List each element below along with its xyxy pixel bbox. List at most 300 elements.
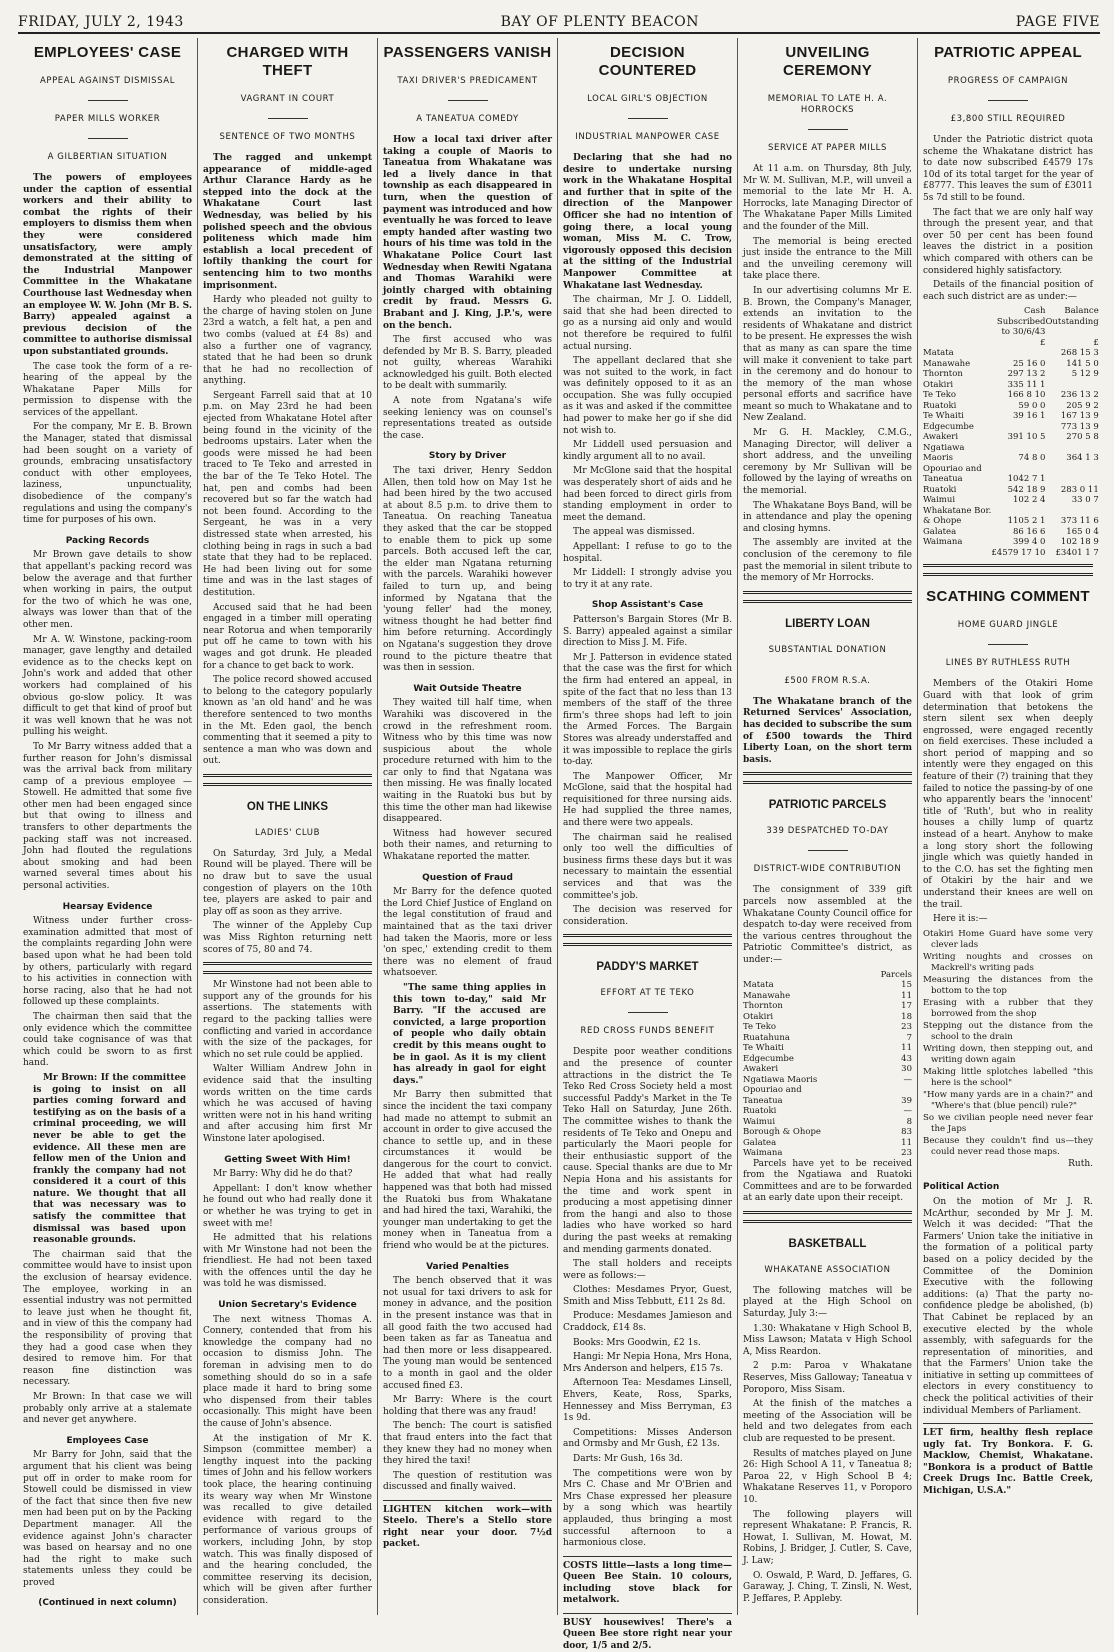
divider [988, 644, 1028, 645]
paragraph: The chairman then said that the only evidence which the committee could take cognisance of was that which could be sworn to as first hand. [23, 1011, 192, 1069]
balance-outstanding: 102 18 9 [1060, 537, 1099, 548]
parcel-centre: Ruatahuna [743, 1032, 790, 1043]
subheading: Question of Fraud [422, 872, 513, 883]
divider [988, 100, 1028, 101]
balance-outstanding [1045, 443, 1098, 454]
paragraph: How a local taxi driver after taking a couple of Maoris to Taneatua from Whakatane was led a lively dance in that township as each disappeared in turn, when the question of payment was introduced and how eventually he was forced to leave empty handed after wasting two hours of his time was told in the Whakatane Police Court last Wednesday when Rewiti Ngatana and Thomas Warahiki were jointly charged with obtaining credit by fraud. Messrs G. Brabant and J. King, J.P.'s, were on the bench. [383, 135, 552, 331]
paragraph: Produce: Mesdames Jamieson and Craddock, £14 8s. [563, 1311, 732, 1334]
continued-note: (Continued in next column) [38, 1598, 177, 1609]
parcel-centre: Matata [743, 980, 774, 990]
ornamental-rule [923, 564, 1093, 576]
parcel-centre: Taneatua [743, 1095, 783, 1106]
paragraph: At 11 a.m. on Thursday, 8th July, Mr W. M. Sullivan, M.P., will unveil a memorial to the late Mr H. A. Horrocks, late Managing Director of The Whakatane Paper Mills Limited and the founder of the Mill. [743, 164, 912, 232]
paragraph: The next witness Thomas A. Connery, contended that from his knowledge the company had no occasion to dismiss John. The foreman in advising men to do something should do so in a safe place made it hard to bring some who dispensed from their tables occasionally. This might have been the cause of John's absence. [203, 1314, 372, 1429]
cash-subscribed [991, 348, 1045, 359]
district: Ngatiawa [923, 442, 965, 453]
paragraph: To Mr Barry witness added that a further reason for John's dismissal was the arrival back from military camp of a previous employee —Stowell. He admitted that some five other men had been engaged since but that owing to illness and transfers to other departments the packing staff was not increased. John had flouted the regulations about smoking and had been warned several times about his personal activities. [23, 741, 192, 892]
balance-outstanding [1045, 474, 1098, 485]
cash-subscribed: 25 16 0 [1013, 358, 1046, 369]
subheading: Getting Sweet With Him! [224, 1154, 351, 1165]
deck: WHAKATANE ASSOCIATION [764, 1264, 891, 1275]
parcel-centre: Waimui [743, 1116, 776, 1127]
paragraph: The Whakatane Boys Band, will be in attendance and play the opening and closing hymns. [743, 500, 912, 534]
table-row [743, 1075, 912, 1086]
deck: TAXI DRIVER'S PREDICAMENT [397, 76, 538, 86]
table-row [743, 1138, 912, 1149]
advertisement: BUSY housewives! There's a Queen Bee store right near your door, 1/5 and 2/5. [563, 1613, 732, 1652]
cash-subscribed: 335 11 1 [1007, 379, 1046, 390]
balance-outstanding: 167 13 9 [1060, 411, 1099, 422]
table-row [923, 527, 1099, 538]
parcel-count: 8 [906, 1116, 912, 1127]
parcel-count: — [903, 1074, 912, 1085]
district: Awakeri [923, 432, 959, 443]
paragraph: Mr Barry for the defence quoted the Lord Chief Justice of England on the legal constitution of fraud and maintained that as the taxi driver had taken the Maoris, more or less 'on spec,' extending credit to them there was no element of fraud whatsoever. [383, 887, 552, 979]
paragraph: Mr A. W. Winstone, packing-room manager, gave lengthy and detailed evidence as to the checks kept on John's work and added that other workers had complained of his obvious go-slow policy. It was difficult to get that kind of proof but it was well known that he was not pulling his weight. [23, 634, 192, 738]
cash-subscribed: 391 10 5 [1007, 432, 1046, 443]
deck: APPEAL AGAINST DISMISSAL [39, 76, 176, 86]
district: Ruatoki [923, 400, 957, 411]
column-charged-with-theft [198, 38, 378, 1615]
ornamental-rule [563, 934, 732, 946]
table-header: Outstanding [1045, 316, 1099, 327]
table-row [743, 1127, 912, 1138]
table-header: Parcels [880, 969, 912, 980]
table-row [923, 506, 1099, 517]
district: Opouriao and [923, 463, 982, 474]
balance-outstanding: 165 0 4 [1066, 526, 1099, 537]
ornamental-rule [203, 774, 372, 786]
deck: EFFORT AT TE TEKO [600, 988, 695, 999]
paragraph: The appellant declared that she was not suited to the work, in fact was definitely opposed to it as an occupation. She was fully occupied as it was and asked if the committee had power to make her go if she did not wish to. [563, 356, 732, 436]
paragraph: Books: Mrs Goodwin, £2 1s. [573, 1337, 701, 1348]
balance-outstanding [1045, 380, 1098, 391]
parcel-centre: Borough & Ohope [743, 1127, 821, 1137]
deck: LINES BY RUTHLESS RUTH [945, 658, 1071, 669]
district: Waimana [923, 537, 963, 548]
newspaper-columns [18, 38, 1100, 1651]
paragraph: For the company, Mr E. B. Brown the Manager, stated that dismissal had been sought on a variety of grounds, embracing unsatisfactory conduct with other employees, laziness, unpunctuality, disobedience of the company's regulations and using the company's time for purposes of his own. [23, 422, 192, 526]
paragraph: The ragged and unkempt appearance of middle-aged Arthur Clarance Hardy as he stepped into the dock at the Whakatane Court last Wednesday, was belied by his polished speech and the obvious politeness which made him establish a local precedent of loftily thanking the court for sentencing him to two months imprisonment. [203, 153, 372, 291]
paragraph: The bench observed that it was not usual for taxi drivers to ask for money in advance, and the position in the present instance was that in all good faith the two accused had been taken as far as Taneatua and had then more or less disappeared. The young man would be sentenced to a month in gaol and the older accused fined £3. [383, 1276, 552, 1391]
deck: SERVICE AT PAPER MILLS [768, 143, 887, 153]
column-decision-countered [558, 38, 738, 1651]
district: Waimui [923, 495, 956, 506]
balance-outstanding: 270 5 8 [1066, 432, 1099, 443]
table-row [743, 1064, 912, 1075]
table-row [743, 1033, 912, 1044]
table-row [743, 1117, 912, 1128]
table-header: £ [1093, 337, 1099, 348]
deck: VAGRANT IN COURT [240, 94, 335, 104]
paragraph: The case took the form of a re-hearing of the appeal by the Whakatane Paper Mills for permission to dispense with the services of the appellant. [23, 361, 192, 418]
paragraph: Competitions: Misses Anderson and Ormsby and Mr Gush, £2 13s. [563, 1427, 732, 1450]
parcel-centre: Opouriao and [743, 1085, 802, 1095]
balance-outstanding: 364 1 3 [1066, 453, 1099, 464]
balance-outstanding: 205 9 2 [1066, 400, 1099, 411]
paragraph: The police record showed accused to belong to the category popularly known as 'an old hand' and he was therefore sentenced to two months in the Mt. Eden gaol, the bench commenting that it seemed a pity to sentence a man who was down and out. [203, 675, 372, 767]
paragraph: 2 p.m: Paroa v Whakatane Reserves, Miss Galloway; Taneatua v Poroporo, Miss Sisam. [743, 1361, 912, 1395]
deck: LADIES' CLUB [254, 827, 321, 838]
deck: PAPER MILLS WORKER [54, 114, 161, 124]
parcel-centre: Edgecumbe [743, 1053, 794, 1064]
divider [808, 129, 848, 130]
paragraph: Mr Brown: In that case we will probably only arrive at a stalemate and never get anywhere. [23, 1391, 192, 1426]
divider [628, 1012, 668, 1013]
headline: EMPLOYEES' CASE [33, 44, 182, 61]
parcel-centre: Galatea [743, 1137, 777, 1148]
table-header: to 30/6/43 [1001, 327, 1046, 338]
deck: A TANEATUA COMEDY [416, 114, 519, 124]
headline: LIBERTY LOAN [785, 617, 870, 630]
divider [88, 138, 128, 139]
appeal-table [923, 306, 1099, 558]
ornamental-rule [743, 772, 912, 784]
table-header: Balance [1064, 306, 1099, 317]
balance-outstanding [1045, 506, 1098, 517]
parcel-count: 11 [901, 1137, 912, 1148]
paragraph: O. Oswald, P. Ward, D. Jeffares, G. Garaway, J. Ching, T. Zinsli, N. West, P. Jeffares, P. Appleby. [743, 1570, 912, 1604]
paragraph: Appellant: I don't know whether he found out who had really done it or whether he was trying to get in sweet with me! [203, 1183, 372, 1229]
verse-line: "How many yards are in a chain?" and "Where's that (blue pencil) rule?" [923, 1089, 1093, 1111]
balance-outstanding: 5 12 9 [1071, 369, 1099, 380]
parcel-centre: Te Whaiti [743, 1043, 784, 1053]
masthead [18, 10, 1100, 34]
paragraph: Mr Brown gave details to show that appellant's packing record was below the average and that further when working in pairs, the output for the two of which he was one, always was lower than that of the other men. [23, 550, 192, 630]
table-row [923, 485, 1099, 496]
table-row [743, 991, 912, 1002]
advertisement: COSTS little—lasts a long time—Queen Bee Stain. 10 colours, including stove black for metalwork. [563, 1556, 732, 1607]
paragraph: The Whakatane branch of the Returned Services' Association, has decided to subscribe the sum of £500 towards the Third Liberty Loan, on the short term basis. [743, 696, 912, 765]
signature: Ruth. [1068, 1158, 1093, 1169]
paragraph: Declaring that she had no desire to undertake nursing work in the Whakatane Hospital and further that in spite of the direction of the Manpower Officer she had no intention of going there, a local young woman, Miss M. C. Trow, vigorously opposed this decision at the sitting of the Industrial Manpower Committee at Whakatane last Wednesday. [563, 153, 732, 291]
cash-subscribed: 399 4 0 [1013, 537, 1046, 548]
ornamental-rule [743, 591, 912, 603]
balance-outstanding: 33 0 7 [1071, 495, 1099, 506]
divider [88, 100, 128, 101]
district: & Ohope [923, 516, 962, 527]
table-row [743, 1054, 912, 1065]
district: Thornton [923, 369, 963, 380]
paragraph: Darts: Mr Gush, 16s 3d. [573, 1454, 683, 1464]
paragraph: The following matches will be played at the High School on Saturday, July 3:— [743, 1285, 912, 1320]
headline: BASKETBALL [788, 1237, 867, 1250]
cash-subscribed: 297 13 2 [1007, 369, 1046, 380]
cash-subscribed: 74 8 0 [1018, 453, 1046, 464]
parcel-count [864, 1085, 912, 1096]
paragraph: Walter William Andrew John in evidence said that the insulting words written on the time cards which he was accused of having written were not in his hand writing and after accusing him first Mr Winstone later apologised. [203, 1064, 372, 1144]
paragraph: Mr J. Patterson in evidence stated that the case was the first for which the firm had entered an appeal, in spite of the fact that no less than 13 members of the staff of the three firm's three shops had left to join the Armed Forces. The Bargain Stores was already understaffed and it was impossible to replace the girls to-day. [563, 652, 732, 768]
paragraph: The chairman said that the committee would have to insist upon the exclusion of hearsay evidence. The employee, working in an essential industry was not permitted to leave just when he thought fit, and in view of this the company had the responsibility of proving that they had a good case when they desired to remove him. For that reason fine distinction was necessary. [23, 1249, 192, 1388]
paragraph: Details of the financial position of each such district are as under:— [923, 280, 1093, 302]
district: Whakatane Bor. [923, 505, 992, 516]
table-row [923, 348, 1099, 359]
parcel-count: 23 [901, 1022, 912, 1032]
paragraph: Patterson's Bargain Stores (Mr B. S. Barry) appealed against a similar direction to Miss J. M. Fife. [563, 614, 732, 649]
paragraph: The winner of the Appleby Cup was Miss Righton returning nett scores of 75, 80 and 74. [203, 921, 372, 955]
district: Manawahe [923, 358, 971, 369]
paragraph: The consignment of 339 gift parcels now assembled at the Whakatane County Council office for despatch to-day were received from the various centres throughout the Patriotic Committee's district, as under:— [743, 885, 912, 965]
verse-line: Writing noughts and crosses on Mackrell's writing pads [923, 951, 1093, 973]
paper-title: BAY OF PLENTY BEACON [500, 14, 700, 30]
paragraph: The appeal was dismissed. [573, 527, 695, 538]
paragraph: At the finish of the matches a meeting of the Association will be held and two delegates from each club are requested to be present. [743, 1399, 912, 1444]
page-number: PAGE FIVE [1015, 14, 1100, 30]
balance-outstanding: 773 13 9 [1060, 421, 1099, 432]
paragraph: Appellant: I refuse to go to the hospital. [563, 542, 732, 564]
paragraph: Despite poor weather conditions and the presence of counter attractions in the district the Te Teko Red Cross Society held a most successful Paddy's Market in the Te Teko Hall on Saturday, June 26th. The committee wishes to thank the residents of Te Teko and Onepu and particularly the Maori people for their enthusiastic support of the cause. Special thanks are due to Mr Nepia Hona and his assistants for the time and work spent in producing a most appetising dinner from the hangi and also to those ladies who have worked so hard during the past weeks at remaking and mending garments donated. [563, 1047, 732, 1255]
headline: UNVEILING CEREMONY [782, 44, 873, 79]
paragraph: The decision was reserved for consideration. [563, 905, 732, 927]
ornamental-rule [203, 962, 372, 974]
deck: RED CROSS FUNDS BENEFIT [580, 1026, 715, 1037]
paragraph: Mr Winstone had not been able to support any of the grounds for his assertions. The statements with regard to the packing tallies were conflicting and varied in accordance with the size of the packages, for which no set rule could be applied. [203, 980, 372, 1060]
parcel-centre: Awakeri [743, 1064, 779, 1074]
deck: MEMORIAL TO LATE H. A. HORROCKS [767, 94, 888, 115]
cash-subscribed: 542 18 9 [1007, 484, 1046, 495]
paragraph: Mr McGlone said that the hospital was desperately short of aids and he had been forced to direct girls from standing employment in order to meet the demand. [563, 466, 732, 523]
paragraph: Witness had however secured both their names, and returning to Whakatane reported the matter. [383, 828, 552, 863]
cash-subscribed: 39 16 1 [1013, 411, 1046, 422]
headline: DECISION COUNTERED [598, 44, 697, 79]
paragraph: The bench: The court is satisfied that fraud enters into the fact that they knew they had no money when they hired the taxi! [383, 1421, 552, 1467]
district: Edgecumbe [923, 421, 974, 432]
deck: HOME GUARD JINGLE [957, 620, 1059, 631]
subheading: Employees Case [66, 1435, 149, 1446]
quoted-paragraph: "The same thing applies in this town to-day," said Mr Barry. "If the accused are convicted, a large proportion of people who daily obtain credit by this means ought to be in gaol. As it is my client has already in gaol for eight days." [393, 982, 546, 1086]
headline: SCATHING COMMENT [926, 588, 1090, 606]
parcel-count: 7 [906, 1032, 912, 1043]
parcel-count: — [903, 1106, 912, 1116]
table-row [923, 474, 1099, 485]
table-row [743, 1012, 912, 1023]
divider [268, 118, 308, 119]
paragraph: The stall holders and receipts were as follows:— [563, 1259, 732, 1281]
paragraph: Parcels have yet to be received from the Ngatiawa and Ruatoki Committees and are to be forwarded at an early date upon their receipt. [743, 1158, 912, 1204]
ornamental-rule [743, 1211, 912, 1223]
paragraph: The memorial is being erected just inside the entrance to the Mill and the unveiling ceremony will take place there. [743, 236, 912, 282]
paragraph: Accused said that he had been engaged in a timber mill operating near Rotorua and when temporarily put off he came to town with his wages and got drunk. He pleaded for a chance to get back to work. [203, 602, 372, 671]
table-row [743, 980, 912, 991]
subheading: Varied Penalties [426, 1261, 509, 1272]
paragraph: Mr Liddell: I strongly advise you to try it at any rate. [563, 568, 732, 590]
parcel-centre: Manawahe [743, 990, 791, 1001]
table-row [923, 359, 1099, 370]
district: Maoris [923, 453, 954, 464]
parcel-count: 18 [901, 1011, 912, 1022]
cash-subscribed [991, 506, 1045, 517]
subheading: Shop Assistant's Case [591, 600, 704, 611]
headline: PADDY'S MARKET [596, 961, 699, 974]
paragraph: A note from Ngatana's wife seeking leniency was on counsel's representations treated as outside the case. [383, 396, 552, 441]
balance-outstanding: 268 15 3 [1060, 348, 1099, 359]
parcel-centre: Otakiri [743, 1011, 774, 1022]
verse-line: Because they couldn't find us—they could never read those maps. [923, 1135, 1093, 1157]
table-row [923, 548, 1099, 559]
verse-line: So we civilian people need never fear the Japs [923, 1112, 1093, 1134]
cash-subscribed [991, 464, 1045, 475]
headline: PATRIOTIC APPEAL [934, 44, 1082, 61]
district: Matata [923, 348, 954, 359]
deck: LOCAL GIRL'S OBJECTION [587, 94, 708, 104]
verse-line: Otakiri Home Guard have some very clever lads [923, 928, 1093, 950]
subheading: Union Secretary's Evidence [218, 1300, 357, 1311]
verse-line: Measuring the distances from the bottom to the top [923, 974, 1093, 996]
table-row [743, 1043, 912, 1054]
jingle-verse [923, 929, 1093, 1158]
table-row [923, 495, 1099, 506]
paragraph: The taxi driver, Henry Seddon Allen, then told how on May 1st he had been hired by the two accused at about 8.5 p.m. to drive them to Taneatua. On reaching Taneatua they asked that the car be stopped to enable them to pick up some parcels. Both accused left the car, the elder man Ngatana returning with the parcels. Warahiki however failed to turn up, and being informed by Ngatana that the 'young feller' had the money, witness thought he had better find him before returning. Accordingly on Ngatana's suggestion they drove round to the picture theatre that was then in session. [383, 466, 552, 674]
subheading: Hearsay Evidence [62, 901, 153, 912]
deck: £500 FROM R.S.A. [784, 675, 871, 686]
subheading: Packing Records [65, 535, 150, 546]
district: Galatea [923, 526, 957, 537]
cash-subscribed: 1042 7 1 [1007, 474, 1046, 485]
cash-subscribed [991, 422, 1045, 433]
paragraph: Witness under further cross-examination admitted that most of the complaints regarding John were based upon what he had been told by others, particularly with regard to his activities in connection with horse racing, also that he had not followed up these complaints. [23, 916, 192, 1008]
verse-line: Stepping out the distance from the school to the drain [923, 1020, 1093, 1042]
deck: £3,800 STILL REQUIRED [950, 114, 1066, 124]
parcel-count: 30 [901, 1064, 912, 1074]
parcel-count: 23 [901, 1148, 912, 1158]
paragraph: At the instigation of Mr K. Simpson (committee member) a lengthy inquest into the packing times of John and his fellow workers took place, the hearing continuing its weary way when Mr Winstone was recalled to give detailed evidence with regard to the performance of various groups of workers, including John, by stop watch. This was finally disposed of and the hearing concluded, the committee reserving its decision, which will be given after further consideration. [203, 1433, 372, 1606]
deck: SUBSTANTIAL DONATION [768, 644, 887, 655]
paragraph: Members of the Otakiri Home Guard with that look of grim determination that betokens the stern silent sex when deeply engrossed, were engaged recently on field exercises. These included a short period of mapping and so intently were they engaged on this feature of their (?) training that they failed to notice the passing-by of one who apparently bears the 'innocent' title of 'Ruth', but who in reality houses a chilly lump of quartz instead of a heart. Anyhow to make a long story short the following jingle which was quietly handed in to the C.O. has set the fighting men of Otakiri by the hair and we understand their knees are well on the trail. [923, 679, 1093, 910]
parcels-table [743, 970, 912, 1159]
paragraph: The chairman, Mr J. O. Liddell, said that she had been directed to go as a nursing aid only and would not therefore be required to fulfil actual nursing. [563, 295, 732, 352]
table-row [923, 369, 1099, 380]
table-row [923, 516, 1099, 527]
table-row [743, 1148, 912, 1159]
table-row [923, 422, 1099, 433]
table-row [743, 1106, 912, 1117]
issue-date: FRIDAY, JULY 2, 1943 [18, 14, 184, 30]
paragraph: Mr G. H. Mackley, C.M.G., Managing Director, will deliver a short address, and the unveiling ceremony by Mr Sullivan will be followed by the laying of wreaths on the memorial. [743, 428, 912, 497]
headline: PASSENGERS VANISH [383, 44, 552, 61]
paragraph: 1.30: Whakatane v High School B, Miss Lawson; Matata v High School A, Miss Reardon. [743, 1323, 912, 1357]
district: Ruatoki [923, 484, 957, 495]
district: Te Whaiti [923, 411, 964, 422]
parcel-centre: Ruatoki [743, 1106, 777, 1116]
parcel-centre: Thornton [743, 1001, 783, 1011]
paragraph: The powers of employees under the caption of essential workers and their ability to combat the rights of their employers to dismiss them when they were considered unsatisfactory, were amply demonstrated at the sitting of the Industrial Manpower Committee in the Whakatane Courthouse last Wednesday when an employee W. W. John (Mr B. S. Barry) appealed against a previous decision of the committee to authorise dismissal upon substantiated grounds. [23, 173, 193, 357]
paragraph: Hangi: Mr Nepia Hona, Mrs Hona, Mrs Anderson and helpers, £15 7s. [563, 1352, 732, 1374]
paragraph: Results of matches played on June 26: High School A 11, v Taneatua 8; Paroa 22, v High School B 4; Whakatane Reserves 11, v Poroporo 10. [743, 1448, 912, 1505]
advertisement: LIGHTEN kitchen work—with Steelo. There's a Stello store right near your door. 7½d packet. [383, 1500, 552, 1551]
parcel-count: 11 [901, 1043, 912, 1053]
table-row [923, 411, 1099, 422]
deck: PROGRESS OF CAMPAIGN [947, 76, 1069, 86]
headline: ON THE LINKS [246, 800, 329, 813]
table-row [743, 1085, 912, 1096]
cash-subscribed: 1105 2 1 [1007, 516, 1046, 527]
advertisement: LET firm, healthy flesh replace ugly fat. Try Bonkora. F. G. Macklow, Chemist, Whakatane. "Bonkora is a product of Battle Creek Drugs Inc. Battle Creek, Michigan, U.S.A." [923, 1423, 1093, 1497]
deck: DISTRICT-WIDE CONTRIBUTION [753, 864, 902, 875]
headline: PATRIOTIC PARCELS [768, 799, 887, 812]
cash-subscribed: £4579 17 10 [991, 547, 1046, 558]
district: Taneatua [923, 474, 963, 485]
deck: INDUSTRIAL MANPOWER CASE [575, 132, 720, 142]
paragraph: Mr Barry: Why did he do that? [213, 1169, 353, 1180]
cash-subscribed [991, 443, 1045, 454]
parcel-centre: Waimana [743, 1148, 783, 1158]
verse-line: Making little splotches labelled "this here is the school" [923, 1066, 1093, 1088]
table-header: Subscribed [996, 316, 1046, 327]
parcel-count: 17 [901, 1001, 912, 1011]
balance-outstanding: 373 11 6 [1060, 516, 1099, 527]
paragraph: In our advertising columns Mr E. B. Brown, the Company's Manager, extends an invitation to the residents of Whakatane and district to be present. He expresses the wish that as many as can spare the time will make it convenient to take part in the ceremony and do honour to the memory of the man whose personal efforts and sacrifice have meant so much to Whakatane and to New Zealand. [743, 285, 912, 424]
table-row [743, 1022, 912, 1033]
balance-outstanding: 236 13 2 [1060, 390, 1099, 401]
table-row [923, 443, 1099, 454]
deck: A GILBERTIAN SITUATION [47, 152, 168, 162]
paragraph: Hardy who pleaded not guilty to the charge of having stolen on June 23rd a watch, a felt hat, a pen and two combs (valued at £4 8s) and also a further one of vagrancy, stated that he had been so drunk that he had no recollection of anything. [203, 295, 372, 387]
subheading: Story by Driver [428, 451, 507, 462]
table-row [923, 464, 1099, 475]
paragraph: The chairman said he realised only too well the difficulties of business firms these days but it was necessary to maintain the essential services and that was the committee's job. [563, 832, 732, 901]
balance-outstanding: 141 5 0 [1066, 358, 1099, 369]
divider [628, 118, 668, 119]
table-row [923, 401, 1099, 412]
cash-subscribed: 102 2 4 [1013, 495, 1046, 506]
district [923, 548, 991, 559]
divider [448, 100, 488, 101]
divider [808, 850, 848, 851]
paragraph: The Manpower Officer, Mr McGlone, said that the hospital had requisitioned for three nursing aids. He had supplied the three names, and there were two appeals. [563, 771, 732, 829]
table-row [923, 380, 1099, 391]
paragraph: On Saturday, 3rd July, a Medal Round will be played. There will be no draw but to save the usual congestion of players on the 10th tee, players are asked to pair and play off as soon as they arrive. [203, 848, 372, 917]
table-row [743, 1001, 912, 1012]
table-row [923, 537, 1099, 548]
paragraph: The first accused who was defended by Mr B. S. Barry, pleaded not guilty, whereas Warahiki acknowledged his guilt. Both elected to be dealt with summarily. [383, 335, 552, 392]
balance-outstanding: 283 0 11 [1060, 484, 1099, 495]
balance-outstanding [1045, 464, 1098, 475]
column-unveiling-ceremony [738, 38, 918, 1615]
table-row [923, 453, 1099, 464]
parcel-centre: Te Teko [743, 1022, 777, 1032]
deck: 339 DESPATCHED TO-DAY [766, 826, 889, 837]
cash-subscribed: 59 0 0 [1018, 400, 1046, 411]
paragraph: The question of restitution was discussed and finally waived. [383, 1470, 552, 1493]
quoted-paragraph: Mr Brown: If the committee is going to insist on all parties coming forward and testifying as on the basis of a criminal proceeding, we will never be able to get the evidence. All these men are fellow men of the Union and frankly the company had not considered it a court of this nature. We thought that all that was necessary was to satisfy the committee that dismissal was based upon reasonable grounds. [33, 1072, 186, 1246]
paragraph: Here it is:— [933, 914, 988, 925]
table-row [923, 390, 1099, 401]
parcel-count: 83 [901, 1127, 912, 1137]
verse-line: Erasing with a rubber that they borrowed from the shop [923, 997, 1093, 1019]
deck: SENTENCE OF TWO MONTHS [219, 132, 356, 142]
paragraph: Afternoon Tea: Mesdames Linsell, Ehvers, Keate, Ross, Sparks, Hennessey and Miss Berryman, £3 1s 9d. [563, 1378, 732, 1424]
table-header: Cash [1024, 306, 1046, 317]
paragraph: On the motion of Mr J. R. McArthur, seconded by Mr J. M. Welch it was decided: "That the Farmers' Union take the initiative in the formation of a political party based on a policy decided by the Committee of the Dominion Executive with the following additions: (a) That the party no-confidence pledge be abolished, (b) That Cabinet be replaced by an executive elected by the whole assembly, with safeguards for the representation of minorities, and that the Farmers' Union take the initiative in setting up committees of electors in every constituency to check the political activities of their individual Members of Parliament. [923, 1196, 1093, 1416]
table-header: £ [1040, 337, 1046, 348]
paragraph: He admitted that his relations with Mr Winstone had not been the friendliest. He had not been taxed with the offences until the day he was told he was dismissed. [203, 1233, 372, 1290]
district: Otakiri [923, 379, 954, 390]
paragraph: They waited till half time, when Warahiki was discovered in the crowd in the refreshment room. Witness who by this time was now suspicious about the whole procedure returned with him to the car only to find that Ngatana was then missing. He was finally located waiting in the Ruatoki bus but by this time the other man had likewise disappeared. [383, 698, 552, 825]
parcel-count: 11 [901, 990, 912, 1001]
paragraph: Mr Barry for John, said that the argument that his client was being put off in order to make room for Stowell could be dismissed in view of the fact that since then five new men had been put on by the Packing Department manager. All the evidence against John's character was based on hearsay and no one had the right to make such statements unless they could be proved [23, 1450, 192, 1588]
parcel-count: 15 [901, 980, 912, 990]
subheading: Wait Outside Theatre [413, 683, 522, 694]
table-row [743, 1096, 912, 1107]
parcel-count: 43 [901, 1053, 912, 1064]
paragraph: The fact that we are only half way through the present year, and that over 50 per cent has been found leaves the district in a position which compared with others can be considered highly satisfactory. [923, 207, 1093, 276]
paragraph: The following players will represent Whakatane: P. Francis, R. Howat, I. Sullivan, M. Howat, M. Robins, J. Bridger, J. Cutler, S. Cave, J. Law; [743, 1509, 912, 1566]
headline: CHARGED WITH THEFT [226, 44, 349, 79]
column-passengers-vanish [378, 38, 558, 1615]
paragraph: Clothes: Mesdames Pryor, Guest, Smith and Miss Tebbutt, £11 2s 8d. [563, 1285, 732, 1307]
paragraph: The assembly are invited at the conclusion of the ceremony to file past the memorial in silent tribute to the memory of Mr Horrocks. [743, 538, 912, 584]
paragraph: Mr Liddell used persuasion and kindly argument all to no avail. [563, 440, 732, 462]
